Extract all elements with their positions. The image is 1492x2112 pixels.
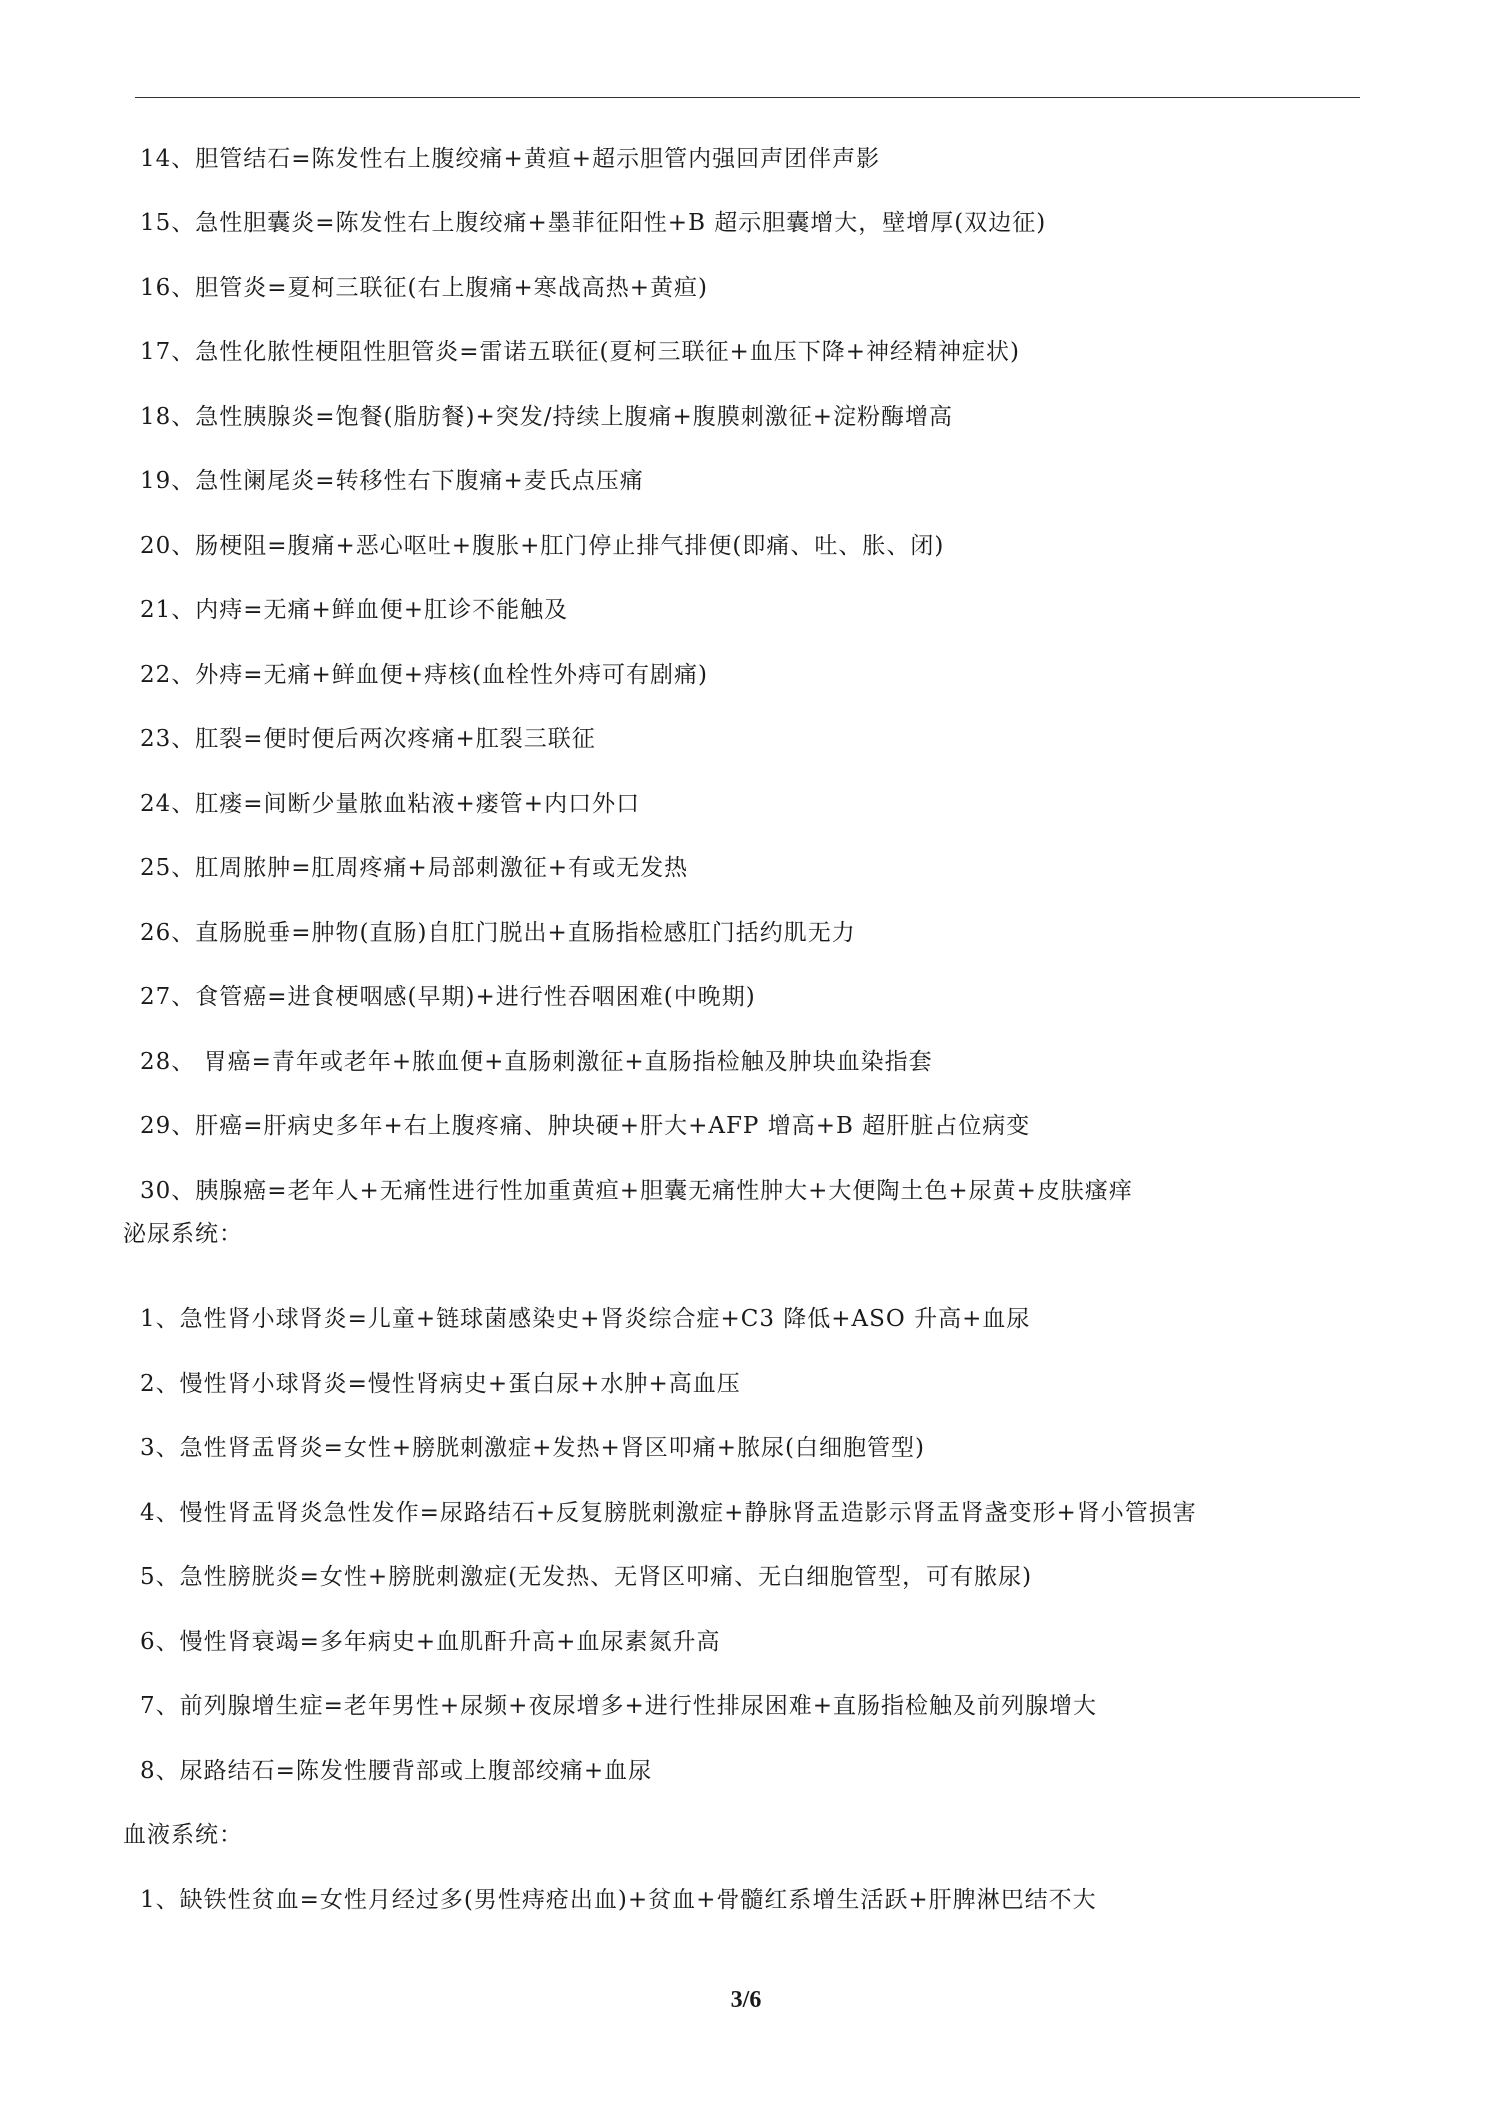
list-item: 2、慢性肾小球肾炎=慢性肾病史+蛋白尿+水肿+高血压 — [140, 1371, 741, 1397]
list-item: 8、尿路结石=陈发性腰背部或上腹部绞痛+血尿 — [140, 1758, 653, 1784]
list-item: 15、急性胆囊炎=陈发性右上腹绞痛+墨菲征阳性+B 超示胆囊增大，壁增厚(双边征) — [140, 210, 1047, 236]
list-item: 3、急性肾盂肾炎=女性+膀胱刺激症+发热+肾区叩痛+脓尿(白细胞管型) — [140, 1435, 925, 1461]
list-item: 25、肛周脓肿=肛周疼痛+局部刺激征+有或无发热 — [140, 855, 689, 881]
list-item: 28、 胃癌=青年或老年+脓血便+直肠刺激征+直肠指检触及肿块血染指套 — [140, 1049, 933, 1075]
list-item: 23、肛裂=便时便后两次疼痛+肛裂三联征 — [140, 726, 596, 752]
list-item: 5、急性膀胱炎=女性+膀胱刺激症(无发热、无肾区叩痛、无白细胞管型，可有脓尿) — [140, 1564, 1033, 1590]
list-item: 17、急性化脓性梗阻性胆管炎=雷诺五联征(夏柯三联征+血压下降+神经精神症状) — [140, 339, 1021, 365]
header-rule — [135, 97, 1360, 98]
list-item: 1、急性肾小球肾炎=儿童+链球菌感染史+肾炎综合症+C3 降低+ASO 升高+血尿 — [140, 1306, 1031, 1332]
list-item: 20、肠梗阻=腹痛+恶心呕吐+腹胀+肛门停止排气排便(即痛、吐、胀、闭) — [140, 533, 945, 559]
list-item: 30、胰腺癌=老年人+无痛性进行性加重黄疸+胆囊无痛性肿大+大便陶土色+尿黄+皮肤瘙痒 — [140, 1178, 1133, 1204]
list-item: 22、外痔=无痛+鲜血便+痔核(血栓性外痔可有剧痛) — [140, 662, 709, 688]
list-item: 14、胆管结石=陈发性右上腹绞痛+黄疸+超示胆管内强回声团伴声影 — [140, 146, 881, 172]
list-item: 4、慢性肾盂肾炎急性发作=尿路结石+反复膀胱刺激症+静脉肾盂造影示肾盂肾盏变形+肾小管损害 — [140, 1500, 1197, 1526]
list-item: 7、前列腺增生症=老年男性+尿频+夜尿增多+进行性排尿困难+直肠指检触及前列腺增大 — [140, 1693, 1097, 1719]
list-item: 1、缺铁性贫血=女性月经过多(男性痔疮出血)+贫血+骨髓红系增生活跃+肝脾淋巴结不大 — [140, 1887, 1097, 1913]
section-heading-urinary: 泌尿系统： — [123, 1221, 243, 1247]
list-item: 24、肛瘘=间断少量脓血粘液+瘘管+内口外口 — [140, 791, 641, 817]
list-item: 19、急性阑尾炎=转移性右下腹痛+麦氏点压痛 — [140, 468, 644, 494]
list-item: 26、直肠脱垂=肿物(直肠)自肛门脱出+直肠指检感肛门括约肌无力 — [140, 920, 856, 946]
page-number: 3/6 — [730, 1987, 762, 2013]
list-item: 21、内痔=无痛+鲜血便+肛诊不能触及 — [140, 597, 569, 623]
list-item: 27、食管癌=进食梗咽感(早期)+进行性吞咽困难(中晚期) — [140, 984, 756, 1010]
section-heading-blood: 血液系统： — [123, 1822, 243, 1848]
list-item: 29、肝癌=肝病史多年+右上腹疼痛、肿块硬+肝大+AFP 增高+B 超肝脏占位病变 — [140, 1113, 1031, 1139]
list-item: 6、慢性肾衰竭=多年病史+血肌酐升高+血尿素氮升高 — [140, 1629, 721, 1655]
list-item: 18、急性胰腺炎=饱餐(脂肪餐)+突发/持续上腹痛+腹膜刺激征+淀粉酶增高 — [140, 404, 954, 430]
list-item: 16、胆管炎=夏柯三联征(右上腹痛+寒战高热+黄疸) — [140, 275, 709, 301]
